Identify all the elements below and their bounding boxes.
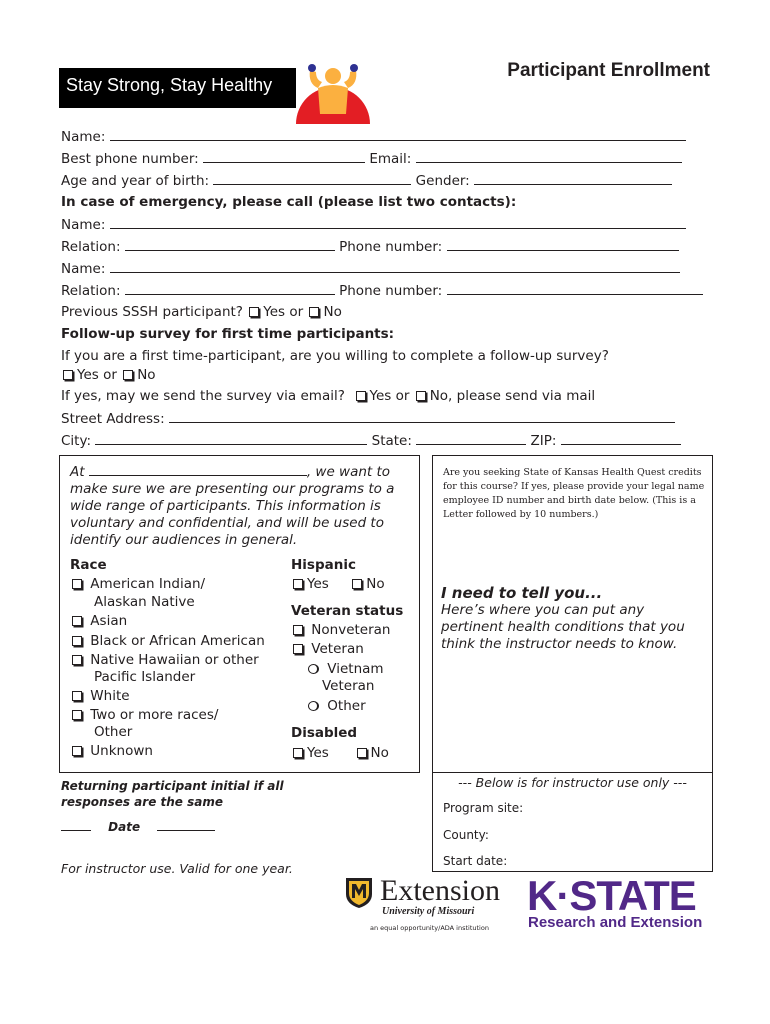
demographics-box — [59, 455, 420, 773]
previous-yes-label: Yes — [263, 304, 286, 320]
veteran-option-label: Veteran — [311, 641, 364, 657]
city-label: City: — [61, 433, 92, 449]
hispanic-row — [291, 576, 385, 593]
age-field[interactable] — [213, 172, 411, 185]
race-option-label: Native Hawaiian or other — [90, 652, 259, 668]
city-row — [61, 432, 681, 449]
disabled-row — [291, 745, 389, 762]
flexing-figure-icon — [288, 54, 378, 124]
hispanic-heading: Hispanic — [291, 557, 356, 573]
previous-yes-checkbox[interactable] — [249, 307, 259, 317]
date-label: Date — [108, 820, 141, 834]
veteran-sub-label: Vietnam — [327, 661, 384, 677]
emergency-name2-row — [61, 260, 680, 277]
race-checkbox[interactable] — [72, 710, 82, 720]
disabled-heading: Disabled — [291, 725, 358, 741]
relation-label: Relation: — [61, 239, 121, 255]
email-or-label: or — [395, 388, 410, 404]
previous-no-label: No — [323, 304, 342, 320]
emergency-relation-row — [61, 238, 679, 255]
veteran-heading: Veteran status — [291, 603, 404, 619]
race-option — [70, 707, 218, 724]
veteran-sub-option — [306, 698, 366, 715]
email-no-label: No, please send via mail — [429, 388, 596, 404]
race-checkbox[interactable] — [72, 616, 82, 626]
street-field[interactable] — [169, 410, 675, 423]
emergency-name-label: Name: — [61, 217, 106, 233]
race-option — [70, 613, 127, 630]
race-option-label: Black or African American — [90, 633, 265, 649]
race-option-cont: Other — [94, 724, 133, 740]
followup-question: If you are a first time-participant, are you willing to complete a follow-up survey? — [61, 348, 609, 364]
mizzou-shield-icon — [346, 878, 372, 908]
disabled-yes-checkbox[interactable] — [293, 748, 303, 758]
race-option-label: White — [90, 688, 130, 704]
disabled-yes-label: Yes — [307, 745, 329, 761]
email-label: Email: — [369, 151, 412, 167]
street-row — [61, 410, 675, 427]
race-option-label: American Indian/ — [90, 576, 206, 592]
relation2-field[interactable] — [125, 282, 335, 295]
followup-yes-checkbox[interactable] — [63, 370, 73, 380]
followup-no-checkbox[interactable] — [123, 370, 133, 380]
race-heading: Race — [70, 557, 107, 573]
race-checkbox[interactable] — [72, 746, 82, 756]
tell-heading: I need to tell you... — [441, 584, 603, 602]
emergency-phone2-field[interactable] — [447, 282, 703, 295]
relation-field[interactable] — [125, 238, 335, 251]
tell-body: Here’s where you can put any pertinent health conditions that you think the instructor needs to know. — [441, 602, 685, 652]
emergency-name-field[interactable] — [110, 216, 686, 229]
phone-email-row — [61, 150, 682, 167]
state-label: State: — [371, 433, 412, 449]
race-option — [70, 652, 259, 669]
emergency-name-row — [61, 216, 686, 233]
mu-equal-opportunity-text: an equal opportunity/ADA institution — [370, 924, 489, 932]
kstate-text: K·STATE — [527, 872, 696, 919]
instructor-heading: --- Below is for instructor use only --- — [458, 775, 687, 790]
disabled-no-label: No — [370, 745, 389, 761]
email-no-checkbox[interactable] — [416, 391, 426, 401]
disabled-no-checkbox[interactable] — [357, 748, 367, 758]
veteran-option-label: Nonveteran — [311, 622, 391, 638]
followup-answer-row — [61, 367, 156, 383]
veteran-checkbox[interactable] — [293, 644, 303, 654]
hispanic-yes-checkbox[interactable] — [293, 579, 303, 589]
name-field[interactable] — [110, 128, 686, 141]
hispanic-no-checkbox[interactable] — [352, 579, 362, 589]
state-field[interactable] — [416, 432, 526, 445]
intro-rest: , we want to make sure we are presenting our programs to a wide range of participants. This information is voluntary and confidential, and will be used to identify our audiences in general. — [70, 464, 395, 548]
email-survey-row — [61, 388, 595, 404]
followup-yes-label: Yes — [77, 367, 99, 383]
vietnam-radio[interactable] — [308, 664, 319, 674]
name-label: Name: — [61, 129, 106, 145]
page-title: Participant Enrollment — [507, 60, 710, 81]
date-field[interactable] — [157, 818, 215, 831]
program-site-label: Program site: — [443, 801, 524, 815]
veteran-checkbox[interactable] — [293, 625, 303, 635]
age-gender-row — [61, 172, 672, 189]
previous-no-checkbox[interactable] — [309, 307, 319, 317]
initial-field[interactable] — [61, 818, 91, 831]
emergency-phone2-label: Phone number: — [339, 283, 443, 299]
race-option-label: Asian — [90, 613, 128, 629]
emergency-name2-field[interactable] — [110, 260, 680, 273]
hispanic-no-label: No — [366, 576, 385, 592]
race-checkbox[interactable] — [72, 579, 82, 589]
other-veteran-radio[interactable] — [308, 701, 319, 711]
email-field[interactable] — [416, 150, 682, 163]
program-banner — [59, 68, 296, 108]
race-option-cont: Alaskan Native — [94, 594, 195, 610]
emergency-relation2-row — [61, 282, 703, 299]
banner-text: Stay Strong, Stay Healthy — [66, 75, 273, 95]
intro-at: At — [70, 464, 85, 480]
street-label: Street Address: — [61, 411, 165, 427]
hispanic-yes-label: Yes — [307, 576, 329, 592]
instructor-box — [432, 761, 713, 872]
health-quest-note: Are you seeking State of Kansas Health Quest credits for this course? If yes, please provide your legal name employee ID number and birth date below. (This is a Letter followed by 10 numbers.) — [443, 467, 705, 520]
race-option — [70, 688, 130, 705]
health-notes-box — [432, 455, 713, 773]
name-row — [61, 128, 686, 145]
veteran-sub-option — [306, 661, 384, 678]
demographics-intro — [70, 463, 410, 549]
race-option-label: Two or more races/ — [90, 707, 219, 723]
veteran-option — [291, 641, 364, 658]
email-yes-checkbox[interactable] — [356, 391, 366, 401]
followup-or-label: or — [103, 367, 117, 383]
emergency-heading: In case of emergency, please call (please list two contacts): — [61, 194, 517, 210]
zip-field[interactable] — [561, 432, 681, 445]
emergency-name2-label: Name: — [61, 261, 106, 277]
emergency-phone-field[interactable] — [447, 238, 679, 251]
zip-label: ZIP: — [530, 433, 557, 449]
race-checkbox[interactable] — [72, 655, 82, 665]
race-option — [70, 633, 265, 650]
race-option — [70, 743, 153, 760]
gender-label: Gender: — [415, 173, 470, 189]
race-option-label: Unknown — [90, 743, 153, 759]
followup-heading: Follow-up survey for first time participants: — [61, 326, 395, 342]
city-field[interactable] — [95, 432, 367, 445]
race-option — [70, 576, 205, 593]
start-date-label: Start date: — [443, 854, 508, 868]
race-option-cont: Pacific Islander — [94, 669, 196, 685]
previous-label: Previous SSSH participant? — [61, 304, 243, 320]
previous-or-label: or — [289, 304, 304, 320]
gender-field[interactable] — [474, 172, 672, 185]
previous-participant-row — [61, 304, 342, 320]
veteran-option — [291, 622, 390, 639]
email-yes-label: Yes — [369, 388, 392, 404]
mu-university-text: University of Missouri — [382, 906, 475, 917]
phone-label: Best phone number: — [61, 151, 199, 167]
kstate-sub-text: Research and Extension — [528, 914, 703, 931]
instructor-validity-note: For instructor use. Valid for one year. — [61, 861, 293, 876]
emergency-phone-label: Phone number: — [339, 239, 443, 255]
race-checkbox[interactable] — [72, 691, 82, 701]
age-label: Age and year of birth: — [61, 173, 210, 189]
veteran-sub-label: Other — [327, 698, 366, 714]
county-label: County: — [443, 828, 489, 842]
returning-date-row — [61, 818, 215, 835]
email-question: If yes, may we send the survey via email? — [61, 388, 345, 404]
mu-extension-text: Extension — [380, 874, 500, 907]
relation2-label: Relation: — [61, 283, 121, 299]
race-checkbox[interactable] — [72, 636, 82, 646]
returning-initial-label: Returning participant initial if all responses are the same — [61, 779, 284, 809]
veteran-sub-cont: Veteran — [322, 678, 375, 694]
followup-no-label: No — [137, 367, 156, 383]
phone-field[interactable] — [203, 150, 365, 163]
organization-field[interactable] — [89, 463, 307, 476]
